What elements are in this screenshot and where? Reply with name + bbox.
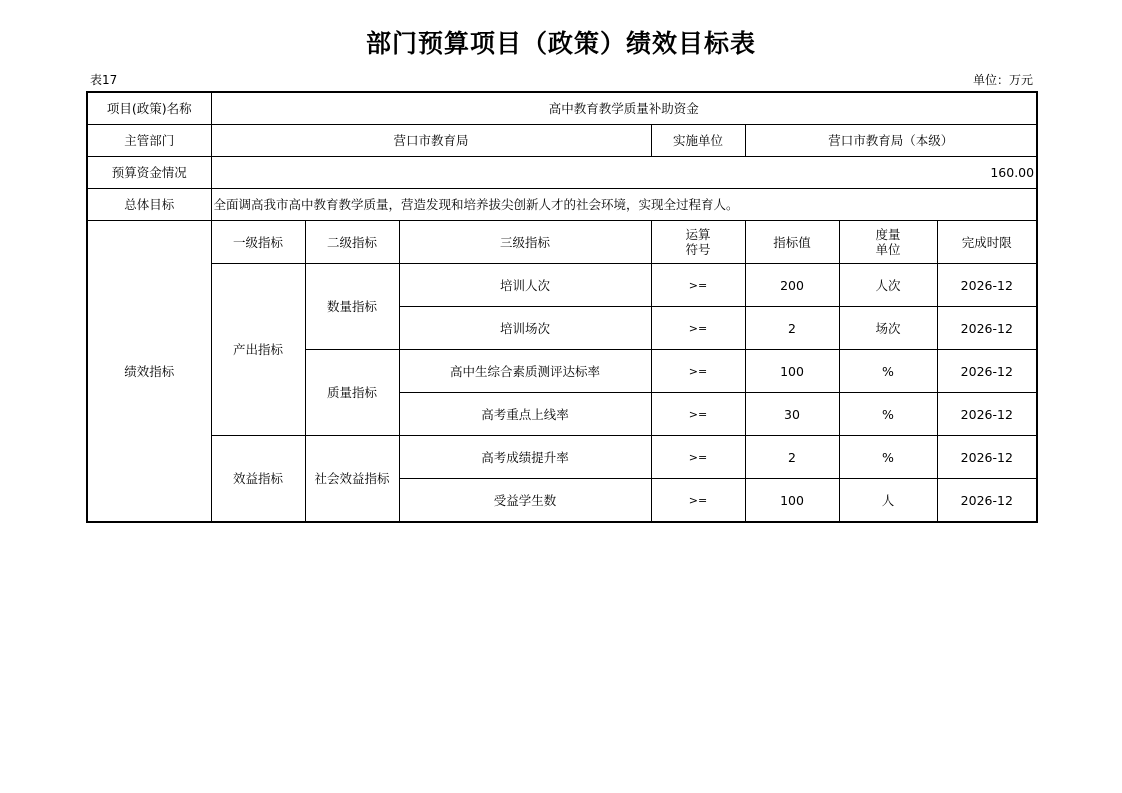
indicator-operator: >= xyxy=(651,393,745,436)
indicator-deadline: 2026-12 xyxy=(937,479,1037,523)
project-row xyxy=(87,92,1037,125)
indicator-value: 100 xyxy=(745,350,839,393)
header-operator-line1: 运算 xyxy=(685,227,711,242)
indicator-deadline: 2026-12 xyxy=(937,307,1037,350)
header-unit-line1: 度量 xyxy=(875,227,901,242)
unit-label: 单位：万元 xyxy=(972,73,1033,87)
indicator-value: 2 xyxy=(745,307,839,350)
indicator-unit: % xyxy=(839,436,937,479)
header-level3: 三级指标 xyxy=(399,221,651,264)
indicator-unit: 场次 xyxy=(839,307,937,350)
header-operator xyxy=(651,221,745,264)
table-number: 表17 xyxy=(90,73,118,87)
header-level1: 一级指标 xyxy=(211,221,305,264)
indicator-header-row xyxy=(87,221,1037,264)
indicator-unit: % xyxy=(839,393,937,436)
implementing-unit-label: 实施单位 xyxy=(651,125,745,157)
department-row xyxy=(87,125,1037,157)
group-quantity: 数量指标 xyxy=(305,264,399,350)
indicator-operator: >= xyxy=(651,264,745,307)
budget-row xyxy=(87,157,1037,189)
goal-row xyxy=(87,189,1037,221)
indicator-value: 100 xyxy=(745,479,839,523)
indicator-operator: >= xyxy=(651,307,745,350)
indicator-name: 培训人次 xyxy=(399,264,651,307)
performance-target-table xyxy=(86,91,1038,523)
header-unit-line2: 单位 xyxy=(875,242,901,257)
indicator-operator: >= xyxy=(651,350,745,393)
performance-indicator-label: 绩效指标 xyxy=(87,221,211,523)
header-value: 指标值 xyxy=(745,221,839,264)
indicator-deadline: 2026-12 xyxy=(937,264,1037,307)
indicator-unit: 人 xyxy=(839,479,937,523)
indicator-operator: >= xyxy=(651,479,745,523)
budget-value: 160.00 xyxy=(211,157,1037,189)
indicator-value: 2 xyxy=(745,436,839,479)
header-level2: 二级指标 xyxy=(305,221,399,264)
indicator-unit: % xyxy=(839,350,937,393)
indicator-deadline: 2026-12 xyxy=(937,393,1037,436)
indicator-name: 高考成绩提升率 xyxy=(399,436,651,479)
overall-goal-value: 全面调高我市高中教育教学质量，营造发现和培养拔尖创新人才的社会环境，实现全过程育人。 xyxy=(211,189,1037,221)
group-output: 产出指标 xyxy=(211,264,305,436)
header-deadline: 完成时限 xyxy=(937,221,1037,264)
indicator-value: 30 xyxy=(745,393,839,436)
group-benefit: 效益指标 xyxy=(211,436,305,523)
department-value: 营口市教育局 xyxy=(211,125,651,157)
indicator-name: 受益学生数 xyxy=(399,479,651,523)
table-row xyxy=(87,264,1037,307)
project-name-value: 高中教育教学质量补助资金 xyxy=(211,92,1037,125)
indicator-name: 高中生综合素质测评达标率 xyxy=(399,350,651,393)
table-row xyxy=(87,436,1037,479)
page-title: 部门预算项目（政策）绩效目标表 xyxy=(365,29,756,58)
indicator-name: 培训场次 xyxy=(399,307,651,350)
overall-goal-label: 总体目标 xyxy=(87,189,211,221)
indicator-unit: 人次 xyxy=(839,264,937,307)
budget-label: 预算资金情况 xyxy=(87,157,211,189)
project-name-label: 项目(政策)名称 xyxy=(87,92,211,125)
group-quality: 质量指标 xyxy=(305,350,399,436)
header-unit xyxy=(839,221,937,264)
indicator-operator: >= xyxy=(651,436,745,479)
indicator-deadline: 2026-12 xyxy=(937,350,1037,393)
indicator-name: 高考重点上线率 xyxy=(399,393,651,436)
indicator-value: 200 xyxy=(745,264,839,307)
indicator-deadline: 2026-12 xyxy=(937,436,1037,479)
header-operator-line2: 符号 xyxy=(685,242,711,257)
implementing-unit-value: 营口市教育局（本级） xyxy=(745,125,1037,157)
department-label: 主管部门 xyxy=(87,125,211,157)
group-social-benefit: 社会效益指标 xyxy=(305,436,399,523)
